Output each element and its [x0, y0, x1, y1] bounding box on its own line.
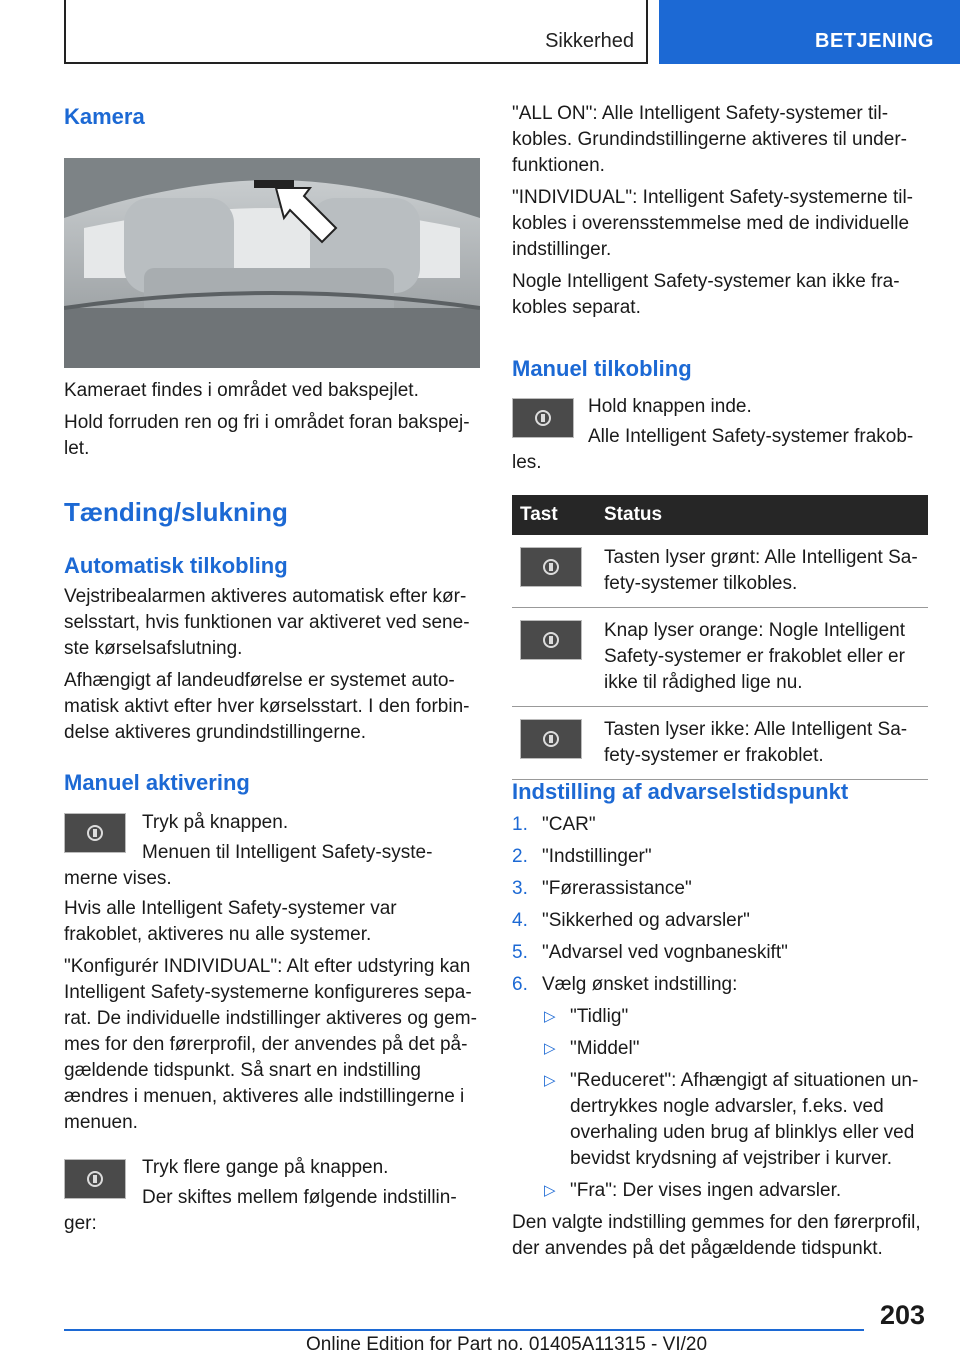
status-text: Knap lyser orange: Nogle Intelligent Safety-systemer er frakoblet eller er ikke til rådighed lige nu.	[596, 608, 928, 707]
status-text: Tasten lyser ikke: Alle Intelligent Sa-fety-systemer er frakoblet.	[596, 707, 928, 780]
step-number: 4.	[512, 910, 528, 931]
konfig-paragraph: "Konfigurér INDIVIDUAL": Alt efter udstyring kan Intelligent Safety-systemerne konfigureres sepa-rat. De individuelle indstillinger aktiveres og gem-mes for den førerprofil, der anvendes på det på-gældende tidspunkt. Så snart en indstilling ændres i menuen, aktiveres alle indstillingerne i menuen.	[64, 956, 477, 1133]
step-number: 6.	[512, 974, 528, 995]
hold-line-2: Alle Intelligent Safety-systemer frakob-les.	[512, 426, 914, 473]
step-number: 2.	[512, 846, 528, 867]
header-section-box	[64, 0, 648, 64]
header-chapter-title: BETJENING	[815, 30, 934, 52]
camera-location-photo	[64, 158, 480, 368]
list-item: 3. "Førerassistance"	[512, 876, 928, 902]
options-list	[542, 1004, 928, 1204]
list-item: ▷ "Tidlig"	[542, 1004, 928, 1030]
all-off-paragraph: Hvis alle Intelligent Safety-systemer var frakoblet, aktiveres nu alle systemer.	[64, 898, 397, 945]
status-table	[512, 495, 928, 780]
table-row	[512, 707, 928, 780]
individual-paragraph: "INDIVIDUAL": Intelligent Safety-systemerne til-kobles i overensstemmelse med de individuelle indstillinger.	[512, 187, 914, 260]
triangle-right-icon: ▷	[544, 1182, 556, 1199]
table-row	[512, 535, 928, 608]
auto-paragraph-2: Afhængigt af landeudførelse er systemet auto-matisk aktivt efter hver kørselsstart. I den forbin-delse aktiveres grundindstillingerne.	[64, 670, 470, 743]
footer-divider	[64, 1329, 864, 1331]
intelligent-safety-button-icon	[520, 547, 582, 587]
press2-line-2: Der skiftes mellem følgende indstillin-ger:	[64, 1187, 457, 1234]
header-section-title: Sikkerhed	[545, 30, 634, 52]
list-item: 5. "Advarsel ved vognbaneskift"	[512, 940, 928, 966]
taending-heading: Tænding/slukning	[64, 497, 288, 527]
list-item: ▷ "Middel"	[542, 1036, 928, 1062]
press2-line-1: Tryk flere gange på knappen.	[142, 1157, 389, 1178]
step-number: 3.	[512, 878, 528, 899]
list-item: 1. "CAR"	[512, 812, 928, 838]
header-chapter-tab	[659, 0, 960, 64]
steps-list	[512, 812, 928, 1210]
closing-paragraph: Den valgte indstilling gemmes for den førerprofil, der anvendes på det pågældende tidspunkt.	[512, 1212, 921, 1259]
indstilling-heading: Indstilling af advarselstidspunkt	[512, 779, 849, 804]
footer-edition: Online Edition for Part no. 01405A11315 - VI/20	[306, 1334, 708, 1355]
list-item: ▷ "Reduceret": Afhængigt af situationen un-dertrykkes nogle advarsler, f.eks. ved overhaling uden brug af blinklys eller ved bevidst krydsning af vejstriber i kurver.	[544, 1070, 919, 1169]
manuel-tilkobling-heading: Manuel tilkobling	[512, 356, 692, 381]
table-row	[512, 608, 928, 707]
list-item: 2. "Indstillinger"	[512, 844, 928, 870]
col-status: Status	[596, 495, 928, 535]
press-line-1: Tryk på knappen.	[142, 812, 289, 833]
status-text: Tasten lyser grønt: Alle Intelligent Sa-fety-systemer tilkobles.	[596, 535, 928, 608]
triangle-right-icon: ▷	[544, 1008, 556, 1025]
list-item: ▷ "Fra": Der vises ingen advarsler.	[542, 1178, 928, 1204]
hold-line-1: Hold knappen inde.	[588, 396, 752, 417]
manuel-aktivering-heading: Manuel aktivering	[64, 770, 250, 795]
intelligent-safety-button-icon	[520, 620, 582, 660]
all-on-paragraph: "ALL ON": Alle Intelligent Safety-systemer til-kobles. Grundindstillingerne aktiveres til under-funktionen.	[512, 103, 907, 176]
page-number: 203	[880, 1300, 926, 1330]
step-number: 1.	[512, 814, 528, 835]
triangle-right-icon: ▷	[544, 1072, 556, 1089]
auto-paragraph-1: Vejstribealarmen aktiveres automatisk efter kør-selsstart, hvis funktionen var aktiveret ved sene-ste kørselsafslutning.	[64, 586, 470, 659]
intelligent-safety-button-icon	[520, 719, 582, 759]
kamera-paragraph-1: Kameraet findes i området ved bakspejlet.	[64, 380, 419, 401]
kamera-paragraph-2: Hold forruden ren og fri i området foran bakspej-let.	[64, 412, 470, 459]
col-tast: Tast	[512, 495, 596, 535]
status-table-header	[512, 495, 928, 535]
step-number: 5.	[512, 942, 528, 963]
list-item: 6. Vælg ønsket indstilling: ▷ "Tidlig" ▷ "Middel" ▷ "Reduceret": Afhængigt af situationen un-dertrykkes nogle advarsler, f.eks. ved overhaling uden brug af blinklys eller ved bevidst krydsning af vejstriber i kurver. ▷ "Fra": Der vises ingen advarsler.	[512, 972, 928, 1204]
automatisk-tilkobling-heading: Automatisk tilkobling	[64, 553, 288, 578]
nogle-paragraph: Nogle Intelligent Safety-systemer kan ikke fra-kobles separat.	[512, 271, 900, 318]
press-line-2: Menuen til Intelligent Safety-syste-merne vises.	[64, 842, 433, 889]
kamera-heading: Kamera	[64, 104, 145, 129]
triangle-right-icon: ▷	[544, 1040, 556, 1057]
list-item: 4. "Sikkerhed og advarsler"	[512, 908, 928, 934]
